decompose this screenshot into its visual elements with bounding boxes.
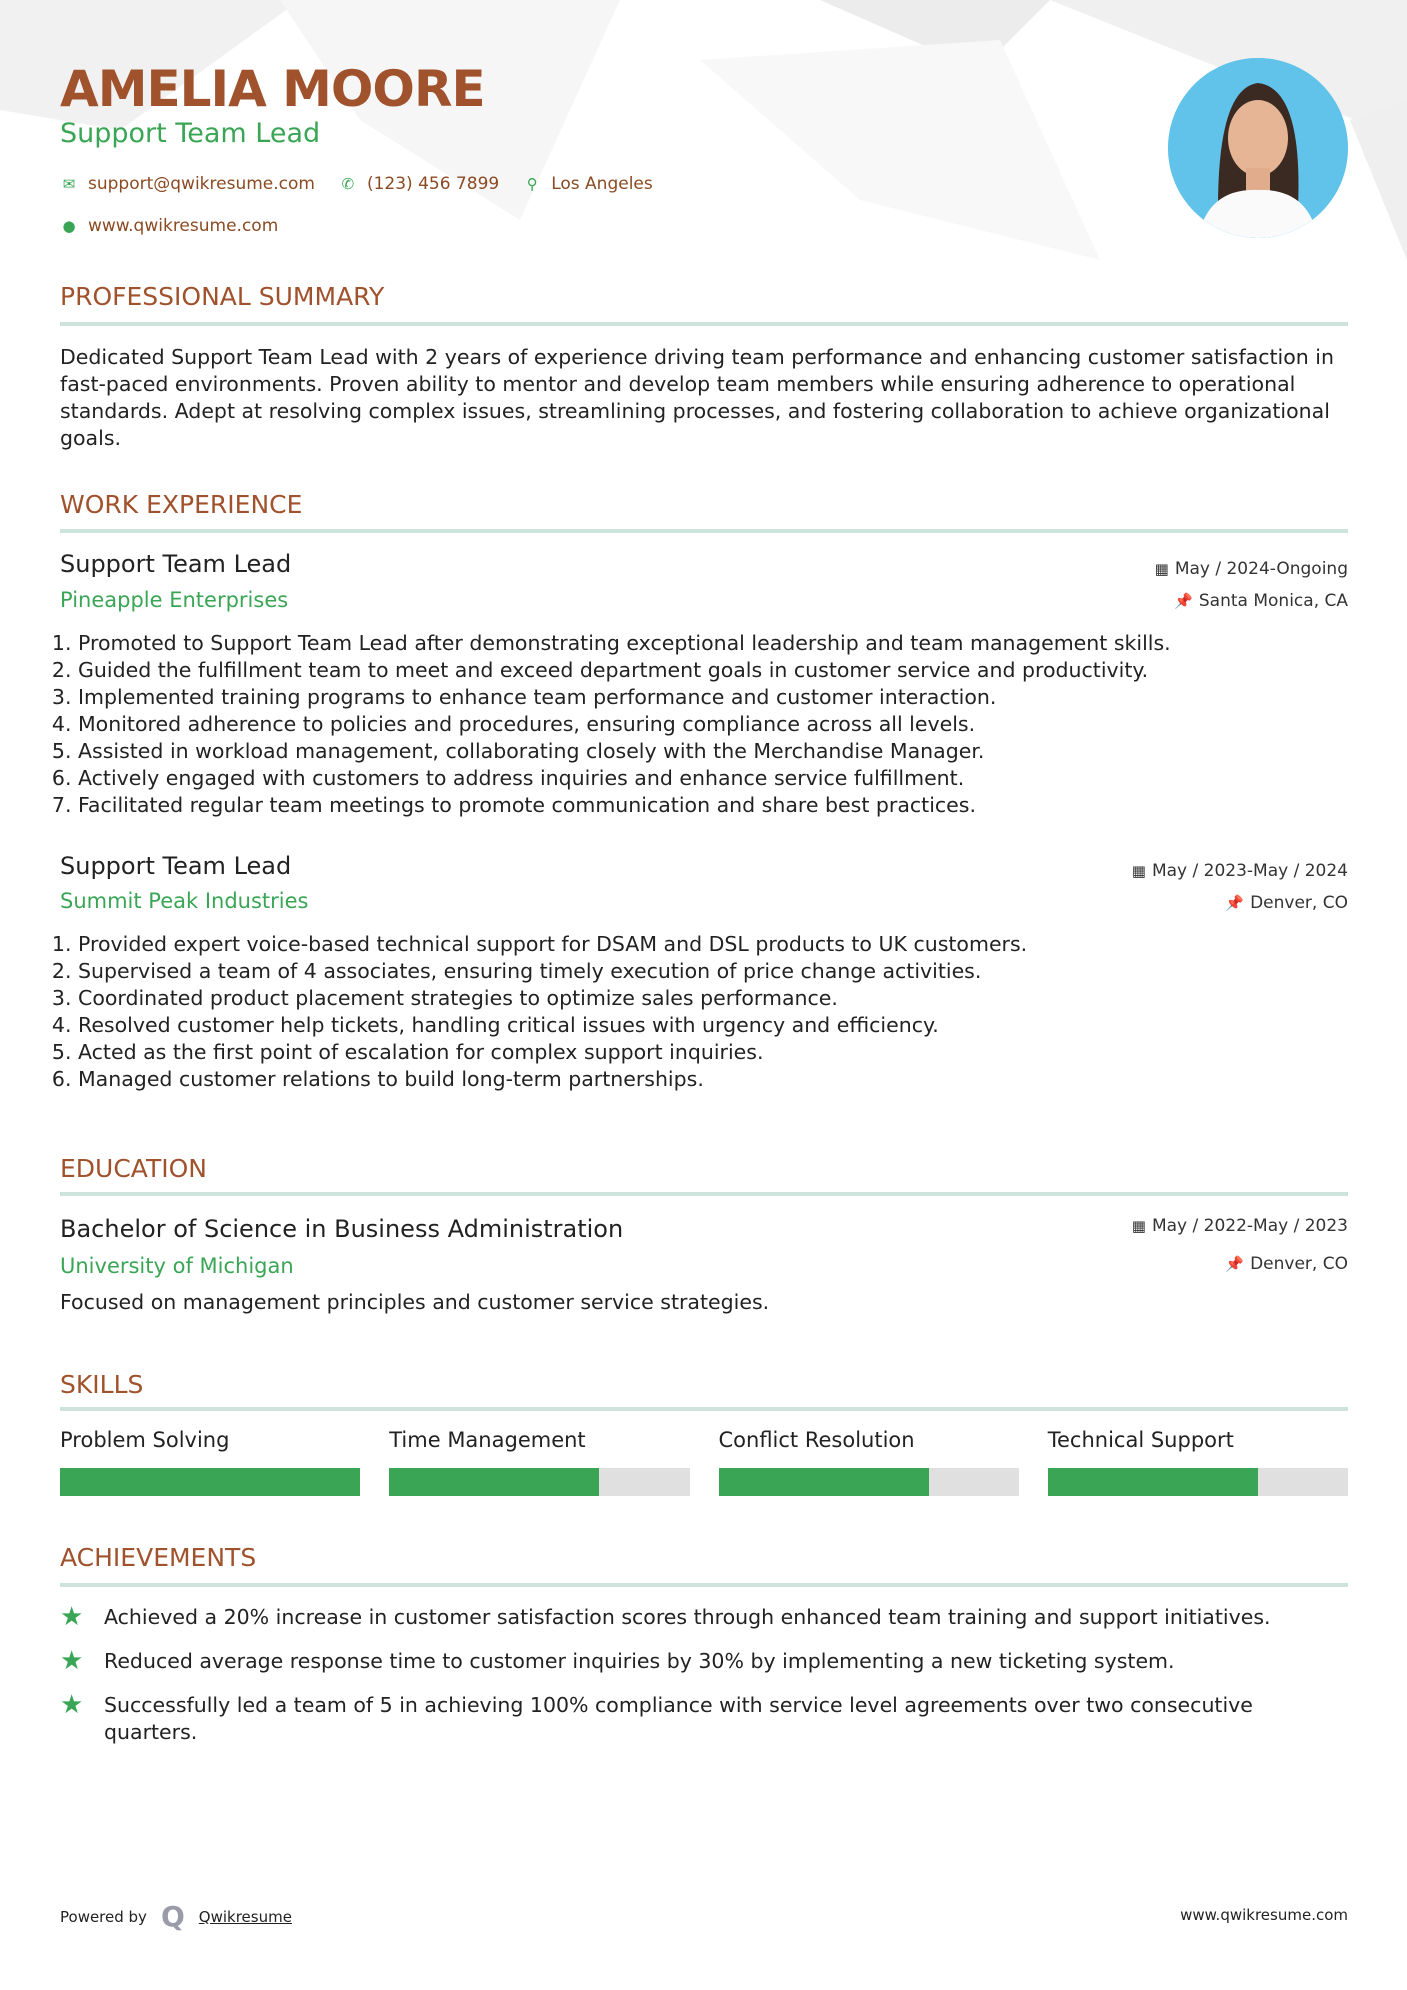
skill-label: Technical Support — [1047, 1428, 1234, 1452]
job-dates-text: May / 2024-Ongoing — [1174, 559, 1348, 579]
section-divider — [60, 529, 1348, 533]
calendar-icon: ▦ — [1131, 862, 1146, 880]
candidate-title: Support Team Lead — [60, 118, 321, 149]
achievement-text: Achieved a 20% increase in customer satisfaction scores through enhanced team training and support initiatives. — [104, 1605, 1271, 1629]
job-bullet: 4. Resolved customer help tickets, handling critical issues with urgency and efficiency. — [78, 1012, 1368, 1039]
skill-bar — [719, 1468, 1019, 1496]
qwikresume-logo-icon: Q — [160, 1900, 185, 1933]
skill-label: Problem Solving — [60, 1428, 230, 1452]
skill-bar-fill — [1048, 1468, 1258, 1496]
skill-bar — [60, 1468, 360, 1496]
skills-list — [60, 1428, 1348, 1496]
job-bullet: 1. Provided expert voice-based technical support for DSAM and DSL products to UK customers. — [78, 931, 1368, 958]
achievement-item — [60, 1692, 1350, 1746]
skill-bar — [389, 1468, 689, 1496]
section-divider — [60, 1407, 1348, 1411]
job-bullet: 2. Guided the fulfillment team to meet and exceed department goals in customer service and productivity. — [78, 657, 1368, 684]
achievement-item — [60, 1648, 1350, 1675]
contact-row — [60, 174, 653, 194]
email-link[interactable]: support@qwikresume.com — [88, 174, 315, 194]
profile-photo — [1168, 58, 1348, 238]
skill-item — [719, 1428, 1019, 1496]
calendar-icon: ▦ — [1154, 560, 1169, 578]
achievements-heading: ACHIEVEMENTS — [60, 1543, 257, 1572]
job-dates — [1132, 861, 1348, 881]
job-bullet: 5. Assisted in workload management, collaborating closely with the Merchandise Manager. — [78, 738, 1368, 765]
education-description: Focused on management principles and customer service strategies. — [60, 1290, 770, 1314]
phone-icon: ✆ — [341, 175, 355, 193]
job-location-text: Santa Monica, CA — [1198, 591, 1348, 611]
job-location — [1174, 591, 1348, 611]
job-title: Support Team Lead — [60, 852, 292, 880]
job-bullet: 6. Actively engaged with customers to address inquiries and enhance service fulfillment. — [78, 765, 1368, 792]
skill-label: Time Management — [389, 1428, 586, 1452]
pushpin-icon: 📌 — [1225, 894, 1245, 912]
experience-heading: WORK EXPERIENCE — [60, 490, 303, 519]
footer-website[interactable]: www.qwikresume.com — [1180, 1906, 1348, 1924]
achievements-list — [60, 1604, 1350, 1763]
achievement-text: Reduced average response time to customer inquiries by 30% by implementing a new ticketing system. — [104, 1649, 1175, 1673]
job-bullet: 3. Implemented training programs to enhance team performance and customer interaction. — [78, 684, 1368, 711]
skill-label: Conflict Resolution — [718, 1428, 915, 1452]
education-dates-text: May / 2022-May / 2023 — [1151, 1216, 1348, 1236]
section-divider — [60, 1583, 1348, 1587]
qwikresume-link[interactable]: Qwikresume — [198, 1907, 292, 1926]
summary-text: Dedicated Support Team Lead with 2 years of experience driving team performance and enhancing customer satisfaction in fast-paced environments. Proven ability to mentor and develop team members while ensuring adherence to operational standards. Adept at resolving complex issues, streamlining processes, and fostering collaboration to achieve organizational goals. — [60, 345, 1334, 450]
powered-by-label: Powered by — [60, 1907, 147, 1926]
job-bullets — [60, 931, 1368, 1093]
pushpin-icon: 📌 — [1174, 592, 1193, 610]
education-location-text: Denver, CO — [1250, 1254, 1348, 1274]
education-heading: EDUCATION — [60, 1154, 207, 1183]
location-text: Los Angeles — [551, 174, 653, 194]
pushpin-icon: 📌 — [1225, 1255, 1245, 1273]
achievement-text: Successfully led a team of 5 in achieving 100% compliance with service level agreements over two consecutive quarters. — [104, 1693, 1253, 1744]
job-dates-text: May / 2023-May / 2024 — [1151, 861, 1348, 881]
skill-item — [1048, 1428, 1348, 1496]
phone-text: (123) 456 7899 — [366, 174, 500, 194]
job-bullet: 5. Acted as the first point of escalation for complex support inquiries. — [78, 1039, 1368, 1066]
skill-bar-fill — [389, 1468, 599, 1496]
skill-bar-fill — [719, 1468, 929, 1496]
map-pin-icon: ⚲ — [526, 175, 538, 193]
job-company: Summit Peak Industries — [60, 889, 309, 913]
candidate-name: AMELIA MOORE — [60, 60, 485, 118]
website-row — [60, 216, 278, 236]
degree-title: Bachelor of Science in Business Administration — [60, 1215, 624, 1243]
job-bullets — [60, 630, 1368, 819]
section-divider — [60, 322, 1348, 326]
star-icon: ★ — [60, 1602, 84, 1632]
skills-heading: SKILLS — [60, 1370, 144, 1399]
summary-heading: PROFESSIONAL SUMMARY — [60, 282, 385, 311]
skill-bar-fill — [60, 1468, 360, 1496]
skill-item — [60, 1428, 360, 1496]
website-link[interactable]: www.qwikresume.com — [88, 216, 279, 236]
school-name: University of Michigan — [60, 1254, 294, 1278]
job-title: Support Team Lead — [60, 550, 292, 578]
section-divider — [60, 1192, 1348, 1196]
job-bullet: 4. Monitored adherence to policies and procedures, ensuring compliance across all levels. — [78, 711, 1368, 738]
job-bullet: 1. Promoted to Support Team Lead after demonstrating exceptional leadership and team management skills. — [78, 630, 1368, 657]
envelope-icon: ✉ — [62, 175, 76, 193]
job-bullet: 6. Managed customer relations to build long-term partnerships. — [78, 1066, 1368, 1093]
calendar-icon: ▦ — [1131, 1217, 1146, 1235]
skill-item — [389, 1428, 689, 1496]
job-location-text: Denver, CO — [1250, 893, 1348, 913]
job-dates — [1155, 559, 1348, 579]
education-location — [1225, 1254, 1348, 1274]
job-location — [1225, 893, 1348, 913]
footer-powered-by — [60, 1900, 292, 1933]
education-dates — [1132, 1216, 1348, 1236]
star-icon: ★ — [60, 1646, 84, 1676]
job-bullet: 2. Supervised a team of 4 associates, ensuring timely execution of price change activities. — [78, 958, 1368, 985]
achievement-item — [60, 1604, 1350, 1631]
job-company: Pineapple Enterprises — [60, 588, 289, 612]
skill-bar — [1048, 1468, 1348, 1496]
star-icon: ★ — [60, 1690, 84, 1720]
job-bullet: 3. Coordinated product placement strategies to optimize sales performance. — [78, 985, 1368, 1012]
job-bullet: 7. Facilitated regular team meetings to promote communication and share best practices. — [78, 792, 1368, 819]
globe-icon: ● — [62, 217, 76, 235]
